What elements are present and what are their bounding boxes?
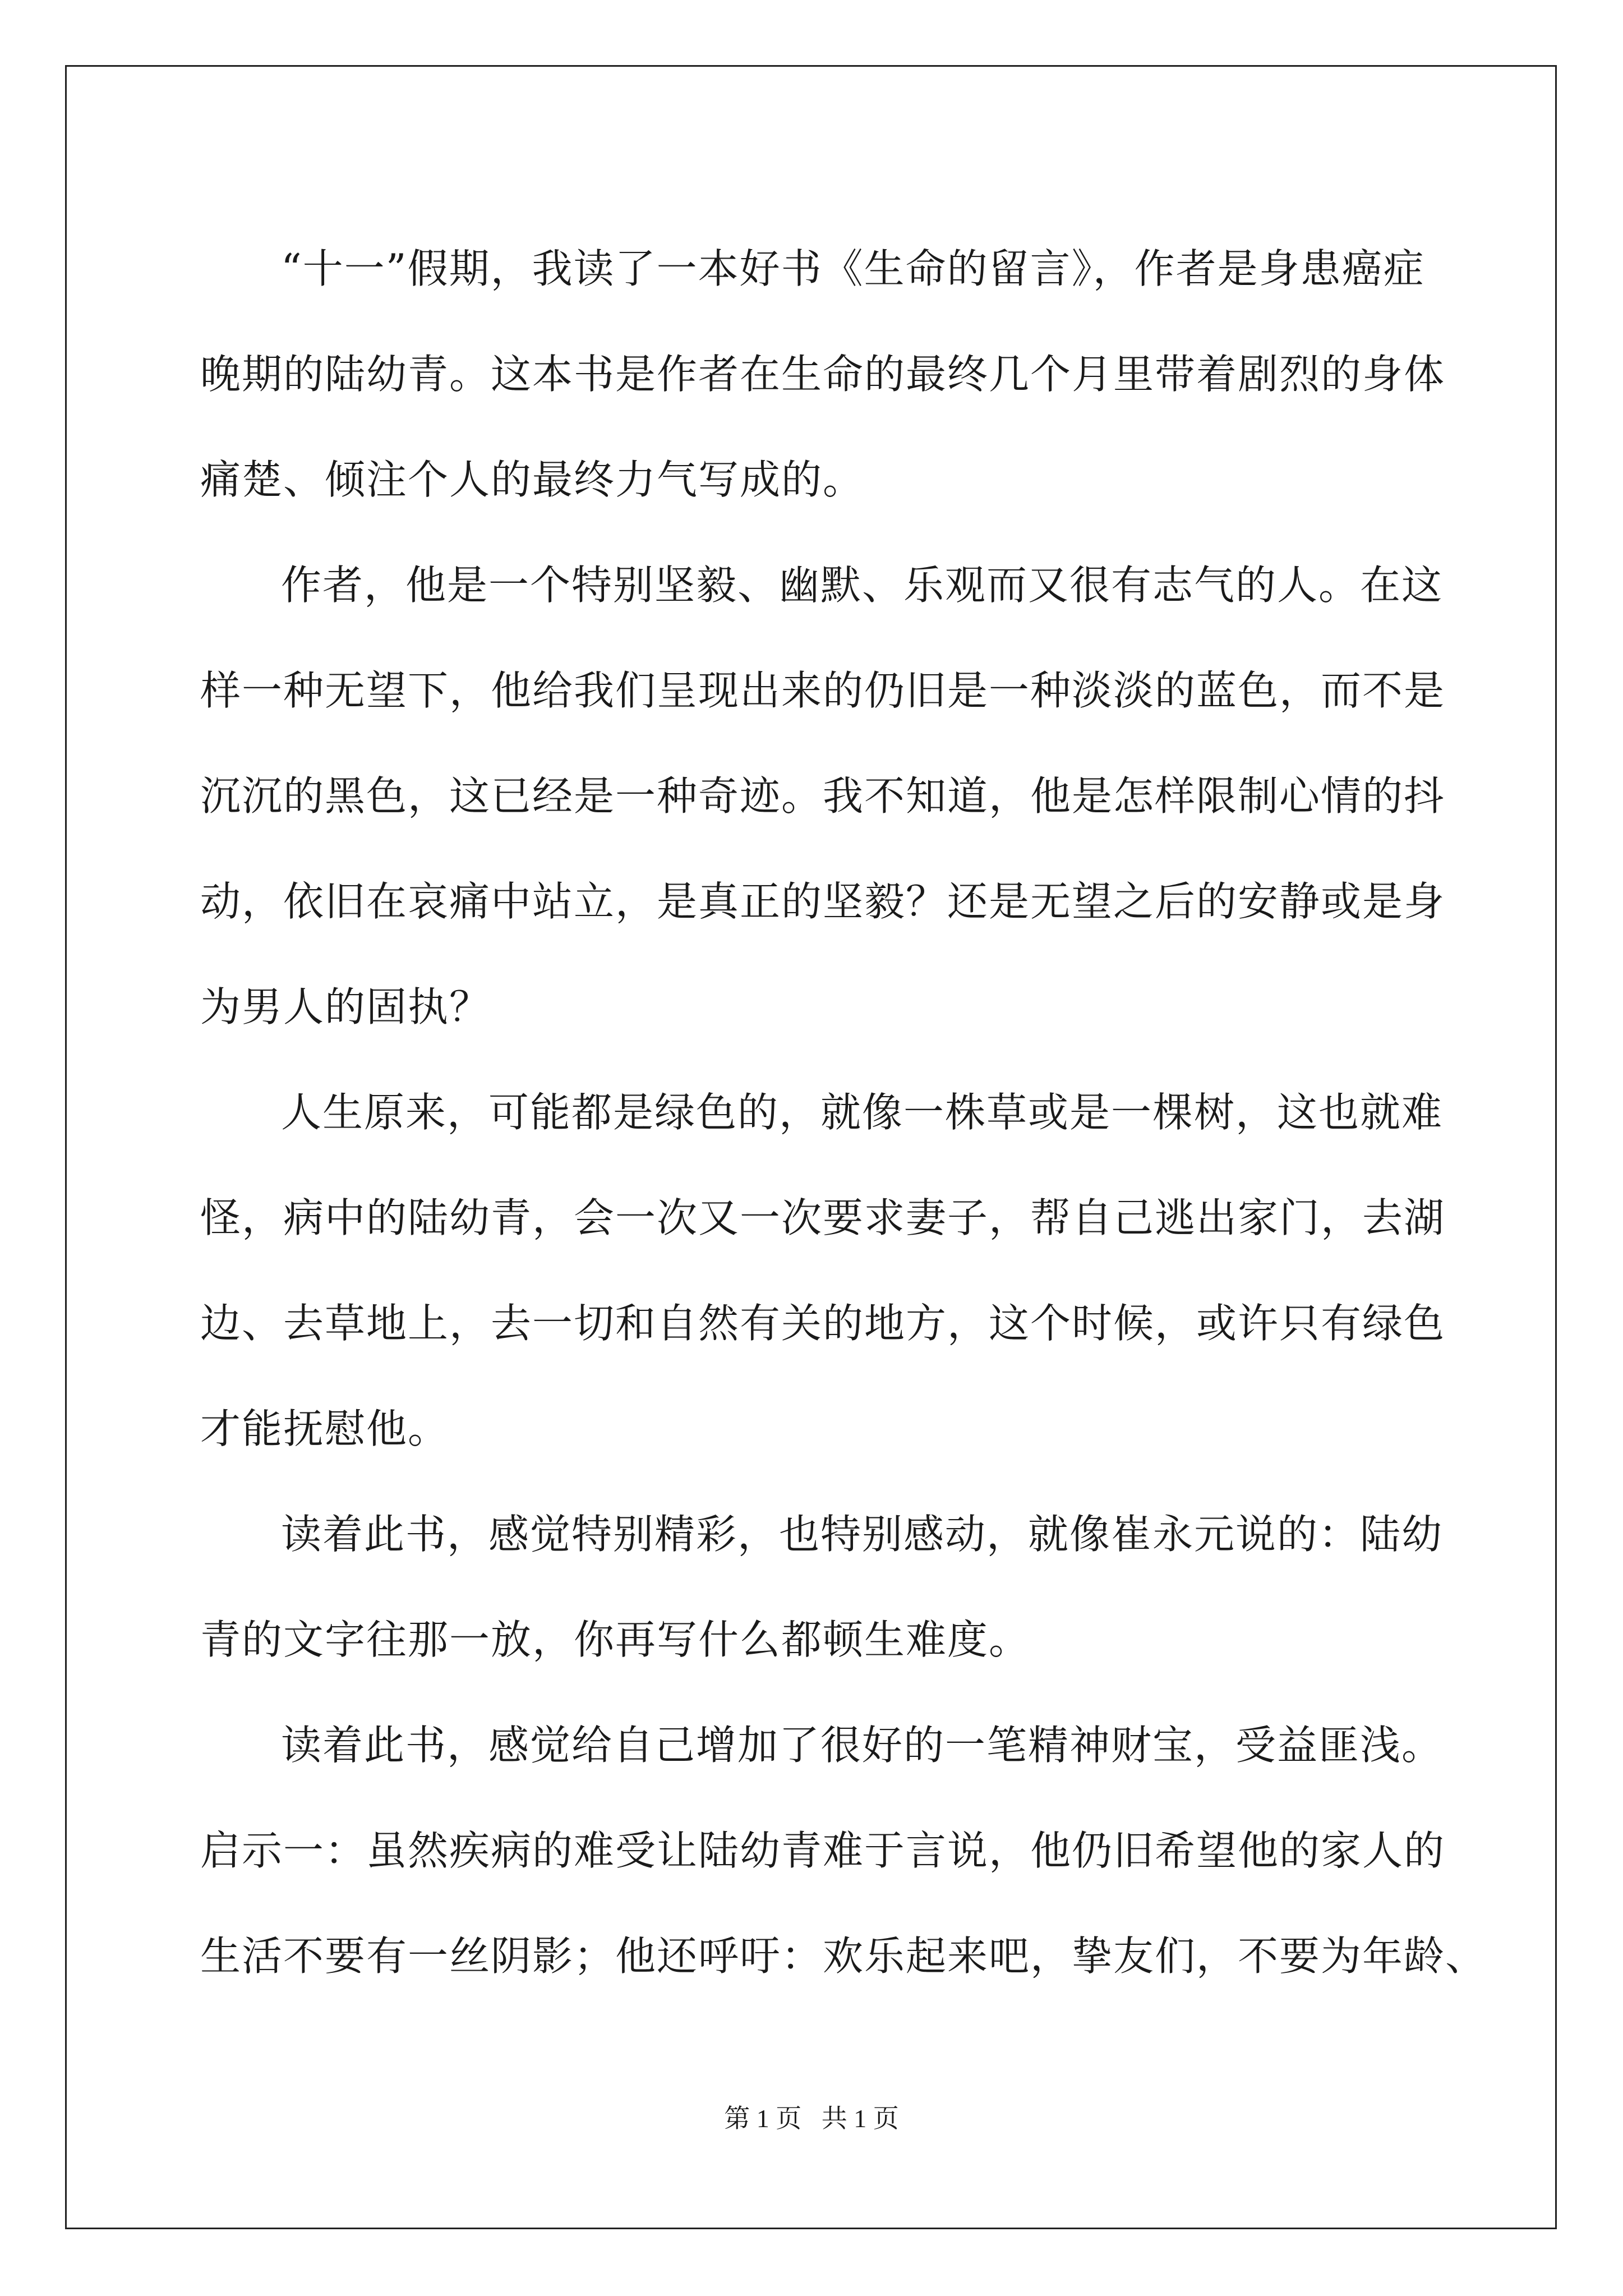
text-line: 动，依旧在哀痛中站立，是真正的坚毅？还是无望之后的安静或是身 [200,878,1446,925]
text-line: 为男人的固执？ [200,983,491,1030]
text-line: 读着此书，感觉特别精彩，也特别感动，就像崔永元说的：陆幼 [281,1511,1444,1558]
text-line: 痛楚、倾注个人的最终力气写成的。 [200,456,865,503]
text-line: 边、去草地上，去一切和自然有关的地方，这个时候，或许只有绿色 [200,1300,1446,1347]
text-line: “十一”假期，我读了一本好书《生命的留言》，作者是身患癌症 [281,245,1425,292]
page-total: 共 1 页 [821,2104,899,2133]
text-line: 作者，他是一个特别坚毅、幽默、乐观而又很有志气的人。在这 [281,562,1444,609]
document-body [200,216,1487,2009]
text-line: 生活不要有一丝阴影；他还呼吁：欢乐起来吧，挚友们，不要为年龄、 [200,1932,1487,1980]
text-line: 启示一：虽然疾病的难受让陆幼青难于言说，他仍旧希望他的家人的 [200,1827,1446,1874]
text-line: 怪，病中的陆幼青，会一次又一次要求妻子，帮自己逃出家门，去湖 [200,1194,1446,1241]
text-line: 沉沉的黑色，这已经是一种奇迹。我不知道，他是怎样限制心情的抖 [200,772,1446,820]
page-footer [0,2098,1623,2135]
text-line: 人生原来，可能都是绿色的，就像一株草或是一棵树，这也就难 [281,1089,1444,1136]
page-number: 第 1 页 [724,2104,802,2133]
text-line: 才能抚慰他。 [200,1405,450,1452]
text-line: 晚期的陆幼青。这本书是作者在生命的最终几个月里带着剧烈的身体 [200,351,1446,398]
text-line: 青的文字往那一放，你再写什么都顿生难度。 [200,1616,1031,1663]
text-line: 读着此书，感觉给自己增加了很好的一笔精神财宝，受益匪浅。 [281,1722,1444,1769]
text-line: 样一种无望下，他给我们呈现出来的仍旧是一种淡淡的蓝色，而不是 [200,667,1446,714]
